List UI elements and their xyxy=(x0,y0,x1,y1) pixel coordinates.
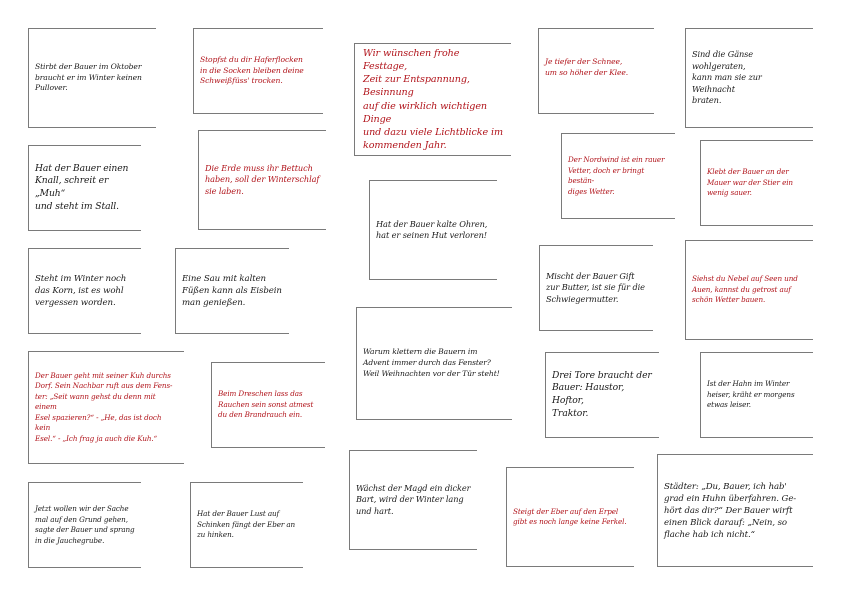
saying-card xyxy=(657,454,813,567)
saying-card xyxy=(28,482,141,568)
saying-text: Der Bauer geht mit seiner Kuh durchs Dorf. Sein Nachbar ruft aus dem Fens- ter: „Seit wann gehst du denn mit einem Esel spazieren?“ - „He, das ist doch kein Esel.“ - „Ich frag ja auch die Kuh.“ xyxy=(35,370,173,443)
saying-card xyxy=(538,28,654,114)
greeting-text: Wir wünschen frohe Festtage, Zeit zur Entspannung, Besinnung auf die wirklich wichtigen Dinge und dazu viele Lichtblicke im kommenden Jahr. xyxy=(363,47,503,152)
saying-text: Warum klettern die Bauern im Advent immer durch das Fenster? Weil Weihnachten vor der Tür steht! xyxy=(363,347,500,378)
saying-card xyxy=(685,28,813,128)
saying-text: Sind die Gänse wohlgeraten, kann man sie zur Weihnacht braten. xyxy=(692,49,762,106)
saying-card xyxy=(685,240,813,340)
saying-text: Ist der Hahn im Winter heiser, kräht er morgens etwas leiser. xyxy=(707,379,795,410)
saying-text: Steht im Winter noch das Korn, ist es wohl vergessen worden. xyxy=(35,274,127,308)
saying-card xyxy=(193,28,323,114)
saying-text: Hat der Bauer einen Knall, schreit er „Muh“ und steht im Stall. xyxy=(35,162,129,212)
saying-text: Hat der Bauer Lust auf Schinken fängt der Eber an zu hinken. xyxy=(197,509,296,540)
saying-card xyxy=(28,145,141,231)
saying-text: Eine Sau mit kalten Füßen kann als Eisbein man genießen. xyxy=(182,274,282,308)
saying-card xyxy=(28,248,141,334)
saying-text: Klebt der Bauer an der Mauer war der Stier ein wenig sauer. xyxy=(707,167,793,198)
saying-text: Die Erde muss ihr Bettuch haben, soll der Winterschlaf sie laben. xyxy=(205,162,320,196)
saying-card xyxy=(561,133,675,219)
saying-text: Städter: „Du, Bauer, ich hab' grad ein Huhn überfahren. Ge- hört das dir?“ Der Bauer wirft einen Blick darauf: „Nein, so flache hab ich nicht.“ xyxy=(664,481,797,540)
saying-card xyxy=(356,307,512,420)
saying-card xyxy=(545,352,659,438)
saying-card xyxy=(28,351,184,464)
saying-text: Wächst der Magd ein dicker Bart, wird der Winter lang und hart. xyxy=(356,482,471,516)
saying-text: Siehst du Nebel auf Seen und Auen, kannst du getrost auf schön Wetter bauen. xyxy=(692,274,798,305)
saying-text: Drei Tore braucht der Bauer: Haustor, Hoftor, Traktor. xyxy=(552,369,652,419)
saying-text: Hat der Bauer kalte Ohren, hat er seinen Hut verloren! xyxy=(376,218,488,240)
saying-text: Beim Dreschen lass das Rauchen sein sonst atmest du den Brandrauch ein. xyxy=(218,389,314,420)
saying-text: Der Nordwind ist ein rauer Vetter, doch er bringt bestän- diges Wetter. xyxy=(568,155,665,196)
greeting-card xyxy=(354,43,511,156)
saying-text: Stirbt der Bauer im Oktober braucht er im Winter keinen Pullover. xyxy=(35,61,142,93)
saying-card xyxy=(211,362,325,448)
saying-text: Jetzt wollen wir der Sache mal auf den Grund gehen, sagte der Bauer und sprang in die Jauchegrube. xyxy=(35,504,135,545)
saying-card xyxy=(190,482,303,568)
saying-card xyxy=(506,467,634,567)
saying-text: Mischt der Bauer Gift zur Butter, ist sie für die Schwiegermutter. xyxy=(546,270,645,304)
saying-card xyxy=(539,245,653,331)
saying-card xyxy=(369,180,497,280)
saying-card xyxy=(700,140,813,226)
saying-card xyxy=(700,352,813,438)
saying-card xyxy=(349,450,477,550)
saying-text: Stopfst du dir Haferflocken in die Socken bleiben deine Schweißfüss' trocken. xyxy=(200,54,304,86)
saying-card xyxy=(198,130,326,230)
saying-card xyxy=(28,28,156,128)
saying-text: Je tiefer der Schnee, um so höher der Klee. xyxy=(545,57,629,77)
saying-text: Steigt der Eber auf den Erpel gibt es noch lange keine Ferkel. xyxy=(513,506,627,526)
saying-card xyxy=(175,248,289,334)
